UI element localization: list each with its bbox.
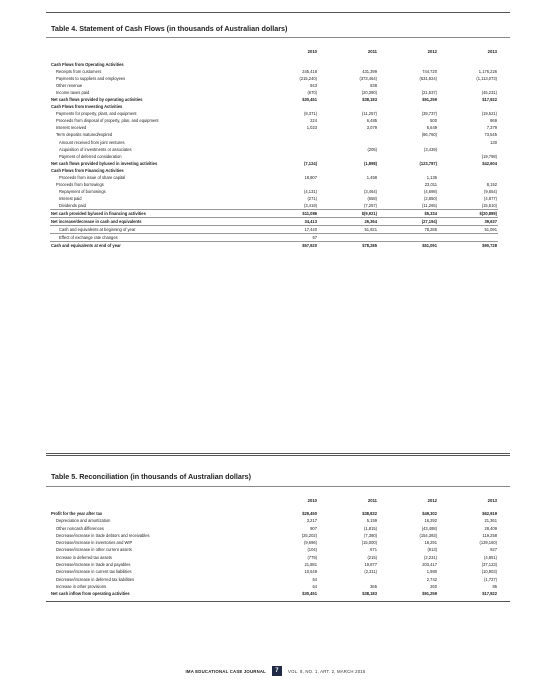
cell-value: 18,291	[424, 540, 437, 546]
row-label: Proceeds from borrowings	[56, 181, 104, 187]
cell-value: 39,637	[438, 218, 498, 226]
cell-value	[318, 131, 378, 138]
table-row	[50, 209, 498, 217]
row-label: Net cash flows provided by/used in investing activities	[51, 160, 158, 166]
cell-value	[378, 61, 438, 68]
cell-value: $5,334	[378, 209, 438, 217]
cell-value: 907	[310, 525, 317, 531]
table-row	[50, 96, 498, 103]
cell-value: 7,379	[486, 125, 497, 131]
row-label: Amount received from joint ventures	[59, 139, 125, 145]
row-label: Net cash inflow from operating activities	[51, 591, 130, 597]
cell-value: 224	[310, 118, 317, 124]
table-row	[50, 82, 498, 89]
cell-value	[438, 167, 498, 174]
cell-value: (373,464)	[359, 76, 377, 82]
table-row	[50, 583, 498, 590]
cell-value: (658)	[367, 195, 377, 201]
table-row	[50, 139, 498, 146]
table-row	[50, 218, 498, 226]
cell-value	[378, 82, 438, 89]
row-label: Cash and equivalents at end of year	[50, 242, 258, 250]
row-label: Cash Flows from Financing Activities	[51, 167, 124, 173]
cell-value: (3,439)	[424, 146, 437, 152]
table-row	[50, 110, 498, 117]
cell-value: (11,257)	[362, 111, 377, 117]
table-row	[50, 188, 498, 195]
table-row	[50, 202, 498, 210]
cell-value: 943	[310, 83, 317, 89]
cell-value: (2,850)	[424, 195, 437, 201]
row-label: Effect of exchange rate changes	[50, 234, 258, 242]
cell-value: (20,390)	[361, 90, 377, 96]
cell-value: (86,760)	[421, 132, 437, 138]
row-label: Cash Flows from Operating Activities	[51, 62, 124, 67]
row-label: Acquisition of investments or associates	[59, 146, 132, 152]
cell-value: (15,000)	[361, 540, 377, 546]
cell-value: $17,922	[482, 97, 497, 103]
cell-value: 1,136	[426, 174, 437, 180]
year-header: 2010	[307, 498, 317, 504]
cash-flow-table-section	[46, 12, 510, 454]
table-row	[50, 160, 498, 167]
cell-value: (7,124)	[304, 160, 317, 166]
cell-value: $30,451	[302, 591, 317, 597]
year-header-row	[50, 43, 498, 61]
cell-value: $29,450	[302, 511, 317, 516]
cell-value: $30,451	[302, 97, 317, 103]
cell-value: 64	[312, 583, 317, 589]
cell-value	[318, 167, 378, 174]
row-label: Payments to suppliers and employees	[56, 76, 126, 82]
row-label: Decrease/increase in other current assets	[56, 547, 132, 553]
cell-value: 3,217	[306, 518, 317, 524]
cell-value: (913)	[427, 547, 437, 553]
cell-value: (37,123)	[481, 562, 497, 568]
page-number: 7	[272, 666, 282, 676]
page-footer	[0, 664, 551, 678]
row-label: Proceeds from issue of share capital	[59, 174, 126, 180]
table-row	[50, 167, 498, 174]
table-row	[50, 124, 498, 131]
cell-value: $42,604	[482, 160, 497, 166]
cell-value: 869	[490, 118, 497, 124]
cell-value: 10,649	[304, 569, 317, 575]
cell-value: 78,285	[378, 226, 438, 234]
row-label: Receipts from customers	[56, 69, 102, 75]
cell-value: 671	[370, 547, 377, 553]
cell-value	[318, 576, 378, 583]
cell-value	[378, 167, 438, 174]
cell-value: 260	[430, 583, 437, 589]
cell-value: 119,258	[482, 532, 497, 538]
cell-value: 203,417	[422, 562, 437, 568]
row-label: Net cash flows provided by operating activities	[51, 97, 143, 103]
cell-value: $90,728	[438, 242, 498, 250]
cell-value	[378, 103, 438, 110]
cell-value	[258, 103, 318, 110]
row-label: Repayment of borrowings	[59, 188, 106, 194]
cell-value	[318, 103, 378, 110]
table-row	[50, 525, 498, 532]
cell-value: (4,877)	[484, 195, 497, 201]
table-row	[50, 195, 498, 202]
cell-value: 1,023	[306, 125, 317, 131]
cell-value: $11,086	[258, 209, 318, 217]
cell-value: (631,924)	[419, 76, 437, 82]
cell-value	[438, 82, 498, 89]
table-row	[50, 517, 498, 524]
cell-value	[438, 234, 498, 242]
cell-value: (139,160)	[479, 540, 497, 546]
cell-value: $91,259	[422, 97, 437, 103]
cell-value	[258, 139, 318, 146]
cell-value: (15,510)	[481, 202, 497, 208]
cell-value: (25,202)	[301, 532, 317, 538]
cell-value: (4,698)	[424, 188, 437, 194]
cell-value: (7,380)	[364, 532, 377, 538]
table-row	[50, 561, 498, 568]
cell-value: 1,980	[426, 569, 437, 575]
cell-value: $78,285	[318, 242, 378, 250]
cell-value: (154,393)	[419, 532, 437, 538]
row-label: Net cash provided by/used in financing activities	[50, 209, 258, 217]
cell-value: $38,832	[362, 511, 377, 516]
cell-value: (39,737)	[421, 111, 437, 117]
row-label: Term deposits matured/expired	[56, 132, 113, 138]
cell-value: 6,485	[366, 118, 377, 124]
cell-value: $(9,921)	[318, 209, 378, 217]
cell-value: 245,418	[302, 69, 317, 75]
row-label: Income taxes paid	[56, 90, 90, 96]
cell-value	[258, 131, 318, 138]
title-divider	[46, 486, 510, 487]
cell-value	[438, 103, 498, 110]
table-row	[50, 68, 498, 75]
cell-value: 51,921	[318, 226, 378, 234]
row-label: Decrease/increase in trade and payables	[56, 562, 131, 568]
cell-value: $38,183	[362, 97, 377, 103]
row-label: Decrease/increase in inventories and WIP	[56, 540, 133, 546]
year-header: 2011	[367, 498, 377, 504]
issue-info: VOL. 8, NO. 1, ART. 2, MARCH 2015	[288, 668, 366, 674]
cell-value	[378, 234, 438, 242]
cash-flow-table-body	[50, 61, 498, 249]
journal-name: IMA EDUCATIONAL CASE JOURNAL	[185, 668, 267, 674]
row-label: Interest received	[56, 125, 87, 131]
table-row	[50, 554, 498, 561]
cell-value	[258, 153, 318, 160]
cell-value: 638	[370, 83, 377, 89]
cell-value: $17,922	[482, 591, 497, 597]
table-row	[50, 146, 498, 153]
cell-value: $57,920	[258, 242, 318, 250]
cell-value: (215)	[367, 554, 377, 560]
cell-value	[438, 174, 498, 181]
cell-value: (11,265)	[422, 202, 437, 208]
cell-value: 64	[312, 576, 317, 582]
cell-value: (21,537)	[421, 90, 437, 96]
cell-value	[318, 61, 378, 68]
cell-value: (3,419)	[304, 202, 317, 208]
table-row	[50, 117, 498, 124]
cell-value: (1,113,073)	[476, 76, 497, 82]
cell-value: 5,159	[366, 518, 377, 524]
cell-value: (9,654)	[484, 188, 497, 194]
table-row	[50, 131, 498, 138]
cell-value	[258, 167, 318, 174]
table-row	[50, 539, 498, 546]
cell-value: (4,851)	[484, 554, 497, 560]
cell-value: (104)	[307, 547, 317, 553]
table-row	[50, 510, 498, 517]
cell-value: 130	[490, 139, 497, 145]
table-row	[50, 103, 498, 110]
cell-value: 500	[430, 118, 437, 124]
cell-value: $(20,889)	[438, 209, 498, 217]
table-row	[50, 546, 498, 553]
reconciliation-table-section	[46, 455, 510, 602]
cell-value: $91,259	[422, 591, 437, 597]
cell-value: (9,696)	[304, 540, 317, 546]
cell-value	[378, 139, 438, 146]
cell-value: (205)	[367, 146, 377, 152]
cell-value: (43,488)	[421, 525, 437, 531]
cash-flow-table	[50, 43, 498, 249]
year-header-row	[50, 492, 498, 510]
reconciliation-table	[50, 492, 498, 598]
year-header: 2013	[487, 498, 497, 504]
cell-value: 23,011	[424, 181, 437, 187]
table-row	[50, 242, 498, 250]
cell-value: (1,727)	[484, 576, 497, 582]
row-label: Payments for property, plant, and equipment	[56, 111, 137, 117]
row-label: Other noncash differences	[56, 525, 104, 531]
table-row	[50, 75, 498, 82]
cell-value: 365	[370, 583, 377, 589]
row-label: Other revenue	[56, 83, 83, 89]
cell-value: (271)	[307, 195, 317, 201]
cell-value: 28,409	[484, 525, 497, 531]
cell-value: 744,720	[422, 69, 437, 75]
table-5-title: Table 5. Reconciliation (in thousands of Australian dollars)	[51, 472, 252, 481]
cell-value: (1,815)	[364, 525, 377, 531]
cell-value	[258, 146, 318, 153]
row-label: Decrease/increase in trade debtors and receivables	[56, 532, 150, 538]
cell-value: (27,194)	[378, 218, 438, 226]
cell-value: $38,183	[362, 591, 377, 597]
table-row	[50, 174, 498, 181]
cell-value: (2,311)	[364, 569, 377, 575]
cell-value: 34,413	[258, 218, 318, 226]
year-header: 2012	[427, 49, 437, 55]
row-label: Interest paid	[59, 195, 82, 201]
cell-value: 1,176,226	[478, 69, 497, 75]
row-label: Cash Flows from Investing Activities	[51, 104, 123, 110]
row-label: Net increase/decrease in cash and equivalents	[50, 218, 258, 226]
cell-value	[438, 146, 498, 153]
row-label: Decrease/increase in current tax liabilities	[56, 569, 132, 575]
cell-value: 16,292	[424, 518, 437, 524]
reconciliation-table-body	[50, 510, 498, 598]
table-row	[50, 89, 498, 96]
cell-value: (10,903)	[481, 569, 497, 575]
row-label: Depreciation and amortization	[56, 518, 111, 524]
row-label: Decrease/increase in deferred tax liabilities	[56, 576, 135, 582]
cell-value: (8,371)	[304, 111, 317, 117]
cell-value: 67	[258, 234, 318, 242]
cell-value: 3,079	[366, 125, 377, 131]
cell-value: 431,399	[362, 69, 377, 75]
cell-value: 1,458	[366, 174, 377, 180]
table-row	[50, 568, 498, 575]
table-row	[50, 226, 498, 234]
cell-value: $62,919	[482, 511, 497, 516]
cell-value: 8,152	[486, 181, 497, 187]
cell-value: (670)	[307, 90, 317, 96]
cell-value: 2,742	[426, 576, 437, 582]
cell-value: 19,877	[364, 562, 377, 568]
table-row	[50, 576, 498, 583]
table-row	[50, 153, 498, 160]
table-row	[50, 590, 498, 597]
title-divider	[46, 37, 510, 38]
cell-value: 85	[492, 583, 497, 589]
cell-value: (3,464)	[364, 188, 377, 194]
table-row	[50, 61, 498, 68]
cell-value	[438, 61, 498, 68]
cell-value: (19,521)	[481, 111, 497, 117]
cell-value: 17,440	[258, 226, 318, 234]
row-label: Profit for the year after tax	[51, 511, 103, 516]
cell-value: (1,898)	[364, 160, 377, 166]
row-label: Cash and equivalents at beginning of year	[50, 226, 258, 234]
cell-value	[318, 139, 378, 146]
cell-value: 927	[490, 547, 497, 553]
cell-value: (215,240)	[299, 76, 317, 82]
year-header: 2012	[427, 498, 437, 504]
table-row	[50, 532, 498, 539]
cell-value: 5,649	[426, 125, 437, 131]
cell-value: (7,257)	[364, 202, 377, 208]
year-header: 2013	[487, 49, 497, 55]
cell-value: (45,231)	[481, 90, 497, 96]
cell-value: 21,361	[484, 518, 497, 524]
cell-value: 26,364	[318, 218, 378, 226]
cell-value: (779)	[307, 554, 317, 560]
row-label: Proceeds from disposal of property, plan, and equipment	[56, 118, 159, 124]
cell-value	[258, 61, 318, 68]
cell-value	[318, 181, 378, 188]
cell-value: 73,545	[484, 132, 497, 138]
cell-value: (2,231)	[424, 554, 437, 560]
cell-value	[318, 234, 378, 242]
row-label: Increase in other provisions	[56, 583, 107, 589]
cell-value: 18,907	[304, 174, 317, 180]
cell-value: (123,787)	[419, 160, 437, 166]
cell-value	[318, 153, 378, 160]
row-label: Payment of deferred consideration	[59, 153, 122, 159]
cell-value: $51,091	[378, 242, 438, 250]
year-header: 2010	[307, 49, 317, 55]
table-row	[50, 181, 498, 188]
cell-value: $49,302	[422, 511, 437, 516]
row-label: Dividends paid	[59, 202, 86, 208]
year-header: 2011	[367, 49, 377, 55]
cell-value	[378, 153, 438, 160]
cell-value: 21,881	[304, 562, 317, 568]
table-row	[50, 234, 498, 242]
table-4-title: Table 4. Statement of Cash Flows (in thousands of Australian dollars)	[51, 24, 288, 33]
row-label: Increase in deferred tax assets	[56, 554, 112, 560]
cell-value: 51,091	[438, 226, 498, 234]
cell-value: (4,131)	[304, 188, 317, 194]
cell-value	[258, 181, 318, 188]
cell-value: (19,798)	[481, 153, 497, 159]
